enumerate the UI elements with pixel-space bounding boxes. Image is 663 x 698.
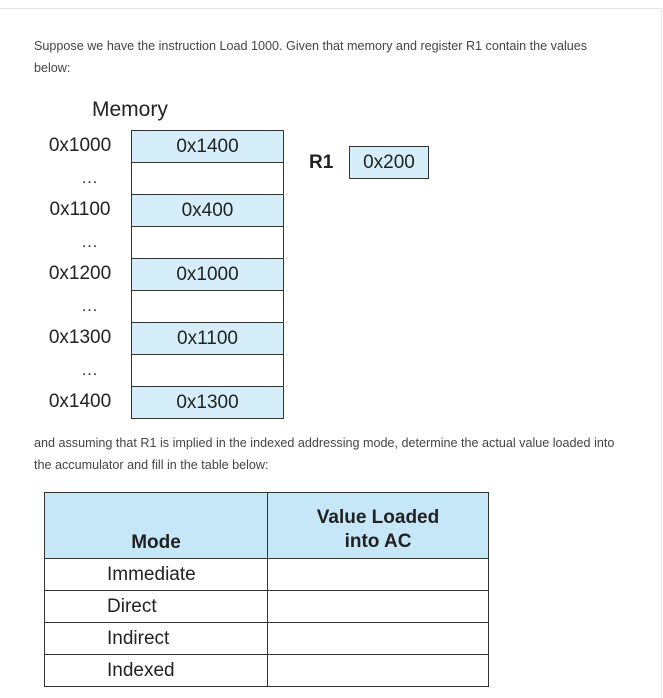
memory-cell [132,227,283,259]
address-label: 0x1100 [49,199,111,220]
mode-cell: Immediate [45,559,268,591]
value-cell[interactable] [268,591,489,623]
column-header-value [268,493,489,559]
ellipsis: ... [81,234,99,251]
table-row [45,559,489,591]
address-label: 0x1300 [48,327,112,348]
register-label: R1 [309,152,334,173]
mode-cell: Direct [45,591,268,623]
ellipsis: ... [81,298,99,315]
address-label: 0x1400 [48,391,112,412]
ellipsis: ... [81,362,99,379]
instructions-text: and assuming that R1 is implied in the indexed addressing mode, determine the actual value loaded into the accumulator and fill in the table below: [34,436,615,472]
column-header-value-line2: into AC [344,531,412,552]
memory-cell [132,163,283,195]
value-cell[interactable] [268,559,489,591]
memory-cell: 0x1300 [132,387,283,418]
table-row [45,591,489,623]
memory-column [131,130,284,419]
memory-cell [132,355,283,387]
column-header-mode: Mode [45,493,268,559]
memory-title: Memory [92,98,168,121]
address-label: 0x1000 [48,135,112,156]
register-value-box: 0x200 [349,146,429,179]
intro-text: Suppose we have the instruction Load 1000. Given that memory and register R1 contain the values below: [34,39,588,75]
memory-cell [132,291,283,323]
memory-cell: 0x400 [132,195,283,227]
mode-cell: Indexed [45,655,268,687]
ellipsis: ... [81,170,99,187]
table-row [45,655,489,687]
addressing-modes-table [44,492,489,687]
memory-cell: 0x1000 [132,259,283,291]
table-header-row [45,493,489,559]
memory-cell: 0x1100 [132,323,283,355]
memory-cell: 0x1400 [132,131,283,163]
value-cell[interactable] [268,623,489,655]
table-row [45,623,489,655]
mode-cell: Indirect [45,623,268,655]
value-cell[interactable] [268,655,489,687]
column-header-value-line1: Value Loaded [316,507,440,528]
address-label: 0x1200 [48,263,112,284]
